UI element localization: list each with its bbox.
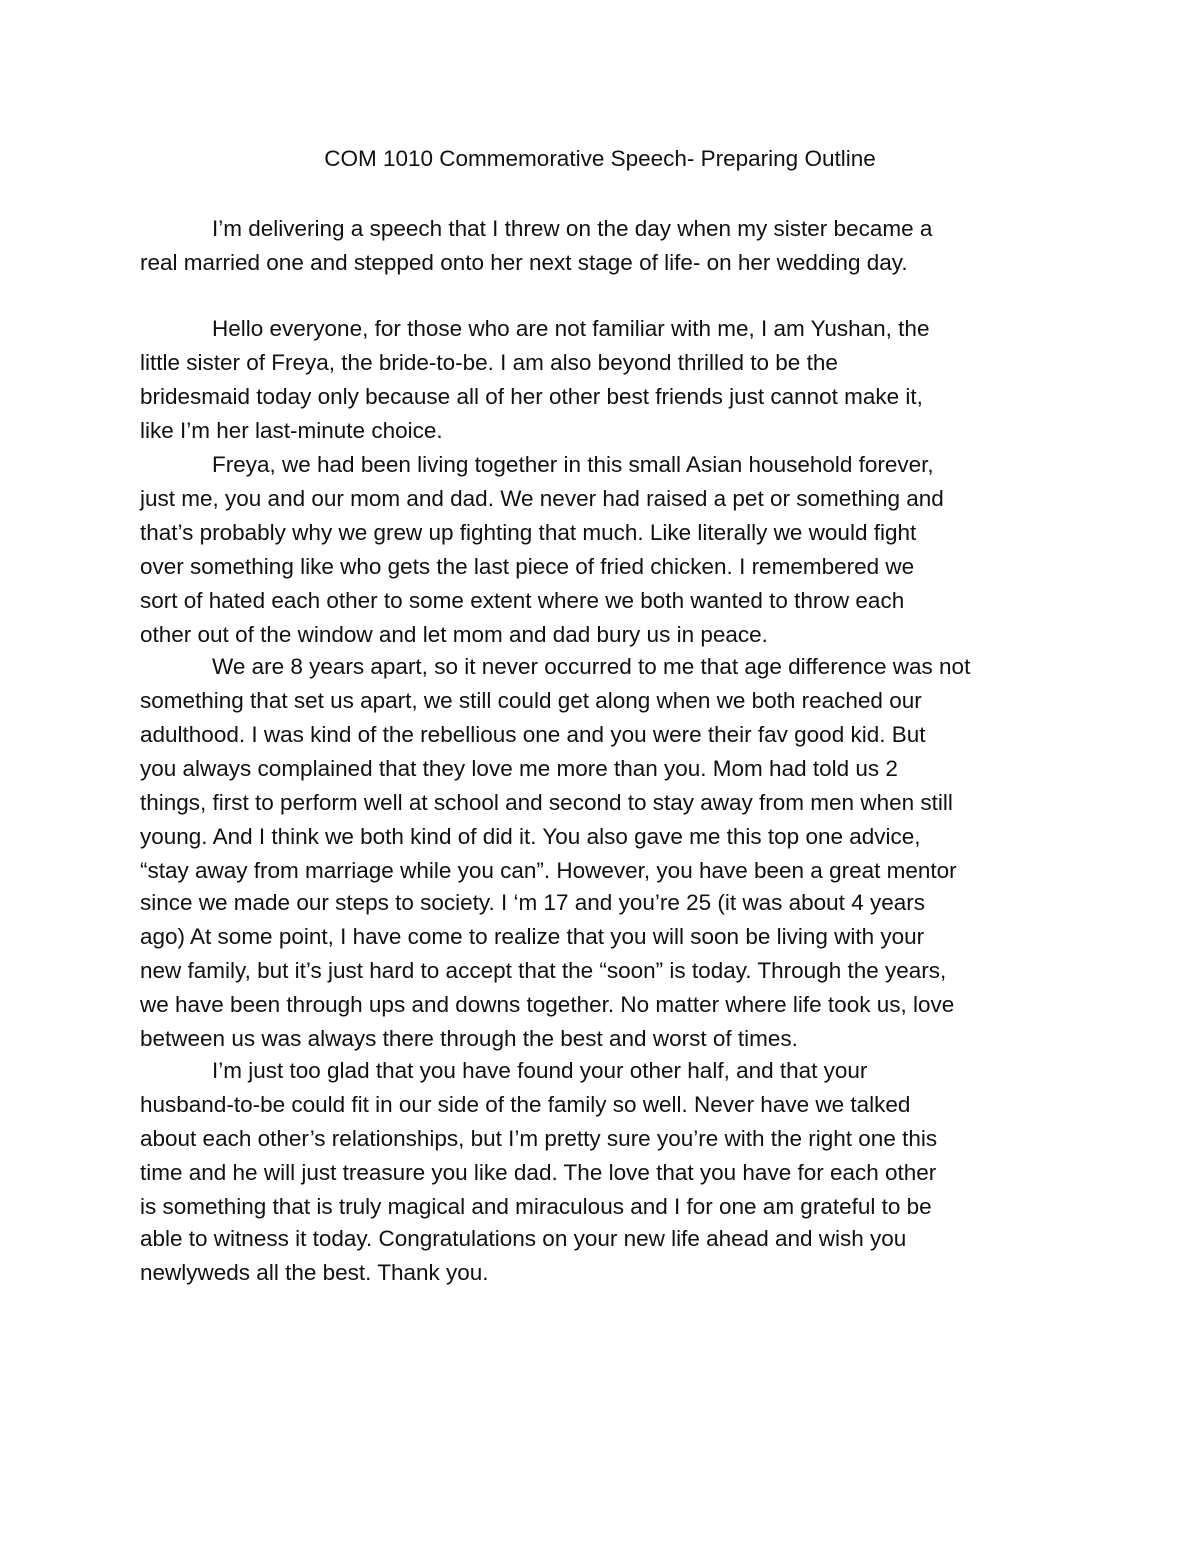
text-line: newlyweds all the best. Thank you. bbox=[140, 1260, 489, 1285]
text-line: “stay away from marriage while you can”. However, you have been a great mentor bbox=[140, 858, 957, 883]
text-line: something that set us apart, we still could get along when we both reached our bbox=[140, 688, 922, 713]
text-line: We are 8 years apart, so it never occurred to me that age difference was not bbox=[212, 654, 971, 679]
text-line: Freya, we had been living together in this small Asian household forever, bbox=[212, 452, 934, 477]
text-line: just me, you and our mom and dad. We never had raised a pet or something and bbox=[140, 486, 944, 511]
text-line: we have been through ups and downs together. No matter where life took us, love bbox=[140, 992, 955, 1017]
text-line: over something like who gets the last piece of fried chicken. I remembered we bbox=[140, 554, 915, 579]
text-line: ago) At some point, I have come to realize that you will soon be living with your bbox=[140, 924, 925, 949]
text-line: that’s probably why we grew up fighting that much. Like literally we would fight bbox=[140, 520, 917, 545]
text-line: new family, but it’s just hard to accept that the “soon” is today. Through the years, bbox=[140, 958, 947, 983]
text-line: adulthood. I was kind of the rebellious one and you were their fav good kid. But bbox=[140, 722, 926, 747]
text-line: I’m just too glad that you have found your other half, and that your bbox=[212, 1058, 868, 1083]
text-line: things, first to perform well at school and second to stay away from men when still bbox=[140, 790, 953, 815]
text-line: other out of the window and let mom and dad bury us in peace. bbox=[140, 622, 768, 647]
text-line: about each other’s relationships, but I’m pretty sure you’re with the right one this bbox=[140, 1126, 938, 1151]
text-line: young. And I think we both kind of did it. You also gave me this top one advice, bbox=[140, 824, 921, 849]
text-line: sort of hated each other to some extent where we both wanted to throw each bbox=[140, 588, 905, 613]
text-line: between us was always there through the best and worst of times. bbox=[140, 1026, 798, 1051]
text-line: is something that is truly magical and miraculous and I for one am grateful to be bbox=[140, 1194, 932, 1219]
text-line: since we made our steps to society. I ‘m 17 and you’re 25 (it was about 4 years bbox=[140, 890, 925, 915]
text-line: you always complained that they love me more than you. Mom had told us 2 bbox=[140, 756, 898, 781]
text-line: time and he will just treasure you like dad. The love that you have for each other bbox=[140, 1160, 937, 1185]
document-title: COM 1010 Commemorative Speech- Preparing Outline bbox=[324, 146, 876, 171]
text-line: husband-to-be could fit in our side of the family so well. Never have we talked bbox=[140, 1092, 911, 1117]
text-line: able to witness it today. Congratulations on your new life ahead and wish you bbox=[140, 1226, 907, 1251]
text-line: little sister of Freya, the bride-to-be. I am also beyond thrilled to be the bbox=[140, 350, 838, 375]
text-line: like I’m her last-minute choice. bbox=[140, 418, 443, 443]
text-line: Hello everyone, for those who are not familiar with me, I am Yushan, the bbox=[212, 316, 930, 341]
text-line: bridesmaid today only because all of her other best friends just cannot make it, bbox=[140, 384, 923, 409]
text-line: I’m delivering a speech that I threw on the day when my sister became a bbox=[212, 216, 933, 241]
text-line: real married one and stepped onto her next stage of life- on her wedding day. bbox=[140, 250, 908, 275]
